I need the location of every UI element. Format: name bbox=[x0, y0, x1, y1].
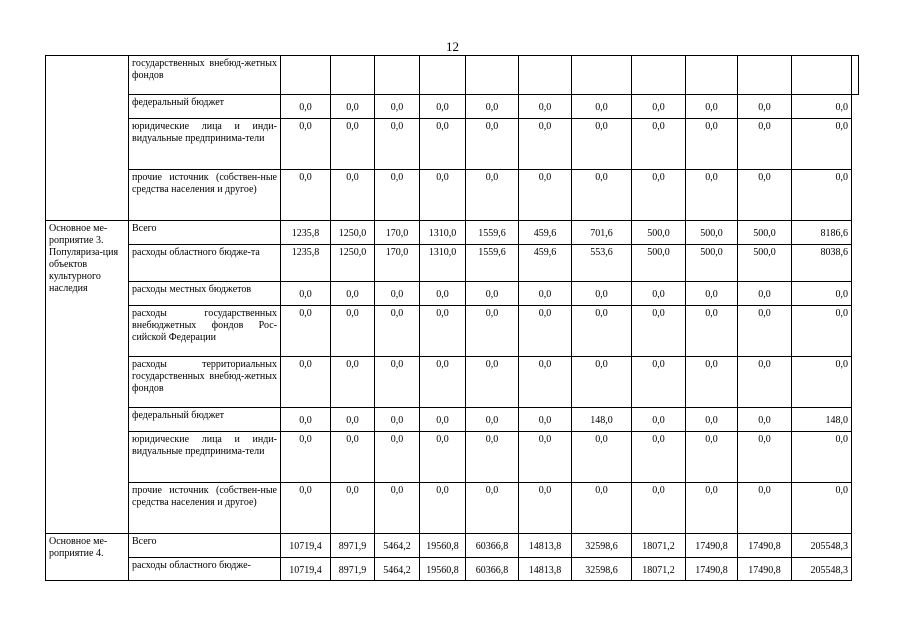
table-row bbox=[46, 170, 859, 221]
value-cell: 0,0 bbox=[632, 119, 686, 170]
value-cell: 17490,8 bbox=[686, 558, 738, 581]
funding-source-cell: юридические лица и инди-видуальные предпринима-тели bbox=[129, 432, 281, 483]
value-cell: 0,0 bbox=[738, 306, 792, 357]
value-cell: 500,0 bbox=[632, 221, 686, 245]
table-row bbox=[46, 558, 859, 581]
value-cell: 0,0 bbox=[375, 432, 420, 483]
funding-source-cell: Всего bbox=[129, 221, 281, 245]
value-cell: 500,0 bbox=[738, 221, 792, 245]
value-cell: 0,0 bbox=[686, 282, 738, 306]
value-cell: 0,0 bbox=[632, 282, 686, 306]
value-cell: 0,0 bbox=[738, 95, 792, 119]
value-cell: 14813,8 bbox=[519, 534, 572, 558]
value-cell: 0,0 bbox=[519, 95, 572, 119]
value-cell: 170,0 bbox=[375, 221, 420, 245]
funding-source-cell: федеральный бюджет bbox=[129, 95, 281, 119]
total-cell: 0,0 bbox=[792, 483, 852, 534]
table-row bbox=[46, 95, 859, 119]
value-cell: 0,0 bbox=[375, 282, 420, 306]
value-cell: 701,6 bbox=[572, 221, 632, 245]
table-row bbox=[46, 221, 859, 245]
value-cell: 0,0 bbox=[738, 119, 792, 170]
value-cell: 0,0 bbox=[686, 432, 738, 483]
value-cell: 0,0 bbox=[281, 95, 331, 119]
value-cell: 0,0 bbox=[686, 119, 738, 170]
value-cell: 18071,2 bbox=[632, 558, 686, 581]
value-cell: 553,6 bbox=[572, 245, 632, 282]
value-cell: 0,0 bbox=[281, 282, 331, 306]
value-cell: 0,0 bbox=[420, 306, 466, 357]
value-cell: 500,0 bbox=[738, 245, 792, 282]
value-cell bbox=[738, 56, 792, 95]
value-cell: 0,0 bbox=[331, 170, 375, 221]
total-cell: 205548,3 bbox=[792, 534, 852, 558]
value-cell: 1235,8 bbox=[281, 245, 331, 282]
value-cell: 0,0 bbox=[519, 408, 572, 432]
value-cell: 459,6 bbox=[519, 245, 572, 282]
value-cell: 0,0 bbox=[375, 170, 420, 221]
value-cell: 18071,2 bbox=[632, 534, 686, 558]
value-cell: 0,0 bbox=[420, 357, 466, 408]
value-cell: 1250,0 bbox=[331, 245, 375, 282]
value-cell: 0,0 bbox=[281, 306, 331, 357]
value-cell: 0,0 bbox=[466, 282, 519, 306]
budget-table bbox=[45, 55, 859, 581]
value-cell: 0,0 bbox=[738, 357, 792, 408]
group-cell: Основное ме-роприятие 4. bbox=[46, 534, 129, 581]
value-cell: 0,0 bbox=[519, 306, 572, 357]
value-cell: 459,6 bbox=[519, 221, 572, 245]
value-cell: 5464,2 bbox=[375, 558, 420, 581]
value-cell: 1310,0 bbox=[420, 245, 466, 282]
value-cell bbox=[572, 56, 632, 95]
value-cell: 0,0 bbox=[519, 357, 572, 408]
total-cell: 0,0 bbox=[792, 119, 852, 170]
value-cell bbox=[281, 56, 331, 95]
value-cell bbox=[632, 56, 686, 95]
value-cell bbox=[686, 56, 738, 95]
value-cell: 0,0 bbox=[632, 170, 686, 221]
value-cell: 0,0 bbox=[331, 119, 375, 170]
value-cell: 0,0 bbox=[466, 357, 519, 408]
table-row bbox=[46, 483, 859, 534]
table-row bbox=[46, 408, 859, 432]
value-cell: 0,0 bbox=[331, 95, 375, 119]
value-cell: 0,0 bbox=[331, 408, 375, 432]
value-cell: 0,0 bbox=[572, 432, 632, 483]
value-cell: 17490,8 bbox=[686, 534, 738, 558]
value-cell: 0,0 bbox=[738, 282, 792, 306]
value-cell: 0,0 bbox=[572, 306, 632, 357]
value-cell: 0,0 bbox=[686, 170, 738, 221]
funding-source-cell: Всего bbox=[129, 534, 281, 558]
value-cell: 0,0 bbox=[738, 408, 792, 432]
value-cell: 0,0 bbox=[281, 483, 331, 534]
funding-source-cell: расходы государственных внебюджетных фондов Рос-сийской Федерации bbox=[129, 306, 281, 357]
value-cell: 19560,8 bbox=[420, 558, 466, 581]
group-cell: Основное ме-роприятие 3. Популяриза-ция объектов культурного наследия bbox=[46, 221, 129, 534]
value-cell: 0,0 bbox=[281, 432, 331, 483]
total-cell: 0,0 bbox=[792, 95, 852, 119]
value-cell: 0,0 bbox=[738, 170, 792, 221]
total-cell: 0,0 bbox=[792, 306, 852, 357]
value-cell: 19560,8 bbox=[420, 534, 466, 558]
table-row bbox=[46, 534, 859, 558]
value-cell: 0,0 bbox=[420, 119, 466, 170]
table-row bbox=[46, 119, 859, 170]
value-cell: 32598,6 bbox=[572, 558, 632, 581]
funding-source-cell: федеральный бюджет bbox=[129, 408, 281, 432]
value-cell: 0,0 bbox=[375, 119, 420, 170]
value-cell: 0,0 bbox=[519, 483, 572, 534]
value-cell: 0,0 bbox=[420, 432, 466, 483]
value-cell: 10719,4 bbox=[281, 558, 331, 581]
value-cell: 1310,0 bbox=[420, 221, 466, 245]
value-cell: 0,0 bbox=[632, 432, 686, 483]
funding-source-cell: расходы местных бюджетов bbox=[129, 282, 281, 306]
value-cell bbox=[375, 56, 420, 95]
value-cell: 0,0 bbox=[686, 95, 738, 119]
value-cell bbox=[420, 56, 466, 95]
value-cell: 1235,8 bbox=[281, 221, 331, 245]
value-cell: 0,0 bbox=[466, 95, 519, 119]
funding-source-cell: юридические лица и инди-видуальные предпринима-тели bbox=[129, 119, 281, 170]
value-cell: 500,0 bbox=[686, 245, 738, 282]
value-cell: 0,0 bbox=[519, 170, 572, 221]
value-cell: 1559,6 bbox=[466, 245, 519, 282]
value-cell: 0,0 bbox=[281, 408, 331, 432]
value-cell: 0,0 bbox=[466, 432, 519, 483]
budget-table-body bbox=[46, 56, 859, 581]
value-cell: 148,0 bbox=[572, 408, 632, 432]
page-number: 12 bbox=[446, 39, 459, 54]
value-cell: 0,0 bbox=[420, 408, 466, 432]
value-cell bbox=[466, 56, 519, 95]
value-cell: 0,0 bbox=[466, 483, 519, 534]
value-cell bbox=[331, 56, 375, 95]
value-cell: 8971,9 bbox=[331, 534, 375, 558]
value-cell: 500,0 bbox=[632, 245, 686, 282]
value-cell: 0,0 bbox=[331, 306, 375, 357]
value-cell: 0,0 bbox=[519, 282, 572, 306]
total-cell: 148,0 bbox=[792, 408, 852, 432]
value-cell bbox=[519, 56, 572, 95]
total-cell: 205548,3 bbox=[792, 558, 852, 581]
value-cell: 0,0 bbox=[686, 306, 738, 357]
value-cell: 0,0 bbox=[375, 483, 420, 534]
value-cell: 1250,0 bbox=[331, 221, 375, 245]
value-cell: 0,0 bbox=[331, 483, 375, 534]
value-cell: 0,0 bbox=[281, 170, 331, 221]
value-cell: 0,0 bbox=[420, 282, 466, 306]
value-cell: 0,0 bbox=[632, 483, 686, 534]
value-cell bbox=[792, 56, 852, 95]
value-cell: 0,0 bbox=[738, 483, 792, 534]
value-cell: 5464,2 bbox=[375, 534, 420, 558]
funding-source-cell: прочие источник (собствен-ные средства населения и другое) bbox=[129, 170, 281, 221]
value-cell: 500,0 bbox=[686, 221, 738, 245]
value-cell: 10719,4 bbox=[281, 534, 331, 558]
value-cell: 0,0 bbox=[281, 119, 331, 170]
value-cell: 0,0 bbox=[281, 357, 331, 408]
table-row bbox=[46, 282, 859, 306]
value-cell: 0,0 bbox=[632, 306, 686, 357]
value-cell: 0,0 bbox=[572, 95, 632, 119]
value-cell: 0,0 bbox=[420, 95, 466, 119]
value-cell: 32598,6 bbox=[572, 534, 632, 558]
value-cell: 0,0 bbox=[375, 95, 420, 119]
table-row bbox=[46, 56, 859, 95]
value-cell: 14813,8 bbox=[519, 558, 572, 581]
value-cell: 60366,8 bbox=[466, 558, 519, 581]
value-cell: 0,0 bbox=[686, 483, 738, 534]
value-cell: 170,0 bbox=[375, 245, 420, 282]
funding-source-cell: расходы областного бюдже- bbox=[129, 558, 281, 581]
value-cell: 0,0 bbox=[519, 432, 572, 483]
value-cell: 0,0 bbox=[466, 119, 519, 170]
value-cell: 0,0 bbox=[375, 306, 420, 357]
value-cell: 17490,8 bbox=[738, 534, 792, 558]
value-cell: 0,0 bbox=[738, 432, 792, 483]
total-cell: 0,0 bbox=[792, 432, 852, 483]
table-row bbox=[46, 357, 859, 408]
value-cell: 0,0 bbox=[686, 357, 738, 408]
value-cell: 0,0 bbox=[572, 170, 632, 221]
total-cell: 0,0 bbox=[792, 357, 852, 408]
total-cell bbox=[852, 56, 859, 95]
value-cell: 0,0 bbox=[331, 432, 375, 483]
value-cell: 0,0 bbox=[572, 282, 632, 306]
value-cell: 60366,8 bbox=[466, 534, 519, 558]
table-row bbox=[46, 432, 859, 483]
value-cell: 0,0 bbox=[420, 483, 466, 534]
funding-source-cell: прочие источник (собствен-ные средства населения и другое) bbox=[129, 483, 281, 534]
value-cell: 8971,9 bbox=[331, 558, 375, 581]
total-cell: 8038,6 bbox=[792, 245, 852, 282]
value-cell: 0,0 bbox=[466, 306, 519, 357]
total-cell: 0,0 bbox=[792, 282, 852, 306]
total-cell: 0,0 bbox=[792, 170, 852, 221]
value-cell: 0,0 bbox=[572, 483, 632, 534]
value-cell: 1559,6 bbox=[466, 221, 519, 245]
value-cell: 0,0 bbox=[632, 408, 686, 432]
value-cell: 0,0 bbox=[331, 357, 375, 408]
funding-source-cell: расходы областного бюдже-та bbox=[129, 245, 281, 282]
value-cell: 17490,8 bbox=[738, 558, 792, 581]
value-cell: 0,0 bbox=[375, 408, 420, 432]
value-cell: 0,0 bbox=[686, 408, 738, 432]
value-cell: 0,0 bbox=[331, 282, 375, 306]
total-cell: 8186,6 bbox=[792, 221, 852, 245]
value-cell: 0,0 bbox=[375, 357, 420, 408]
value-cell: 0,0 bbox=[420, 170, 466, 221]
table-row bbox=[46, 306, 859, 357]
table-row bbox=[46, 245, 859, 282]
value-cell: 0,0 bbox=[466, 170, 519, 221]
value-cell: 0,0 bbox=[632, 357, 686, 408]
value-cell: 0,0 bbox=[519, 119, 572, 170]
value-cell: 0,0 bbox=[466, 408, 519, 432]
funding-source-cell: расходы территориальных государственных внебюд-жетных фондов bbox=[129, 357, 281, 408]
group-cell bbox=[46, 56, 129, 221]
value-cell: 0,0 bbox=[632, 95, 686, 119]
value-cell: 0,0 bbox=[572, 357, 632, 408]
funding-source-cell: государственных внебюд-жетных фондов bbox=[129, 56, 281, 95]
value-cell: 0,0 bbox=[572, 119, 632, 170]
